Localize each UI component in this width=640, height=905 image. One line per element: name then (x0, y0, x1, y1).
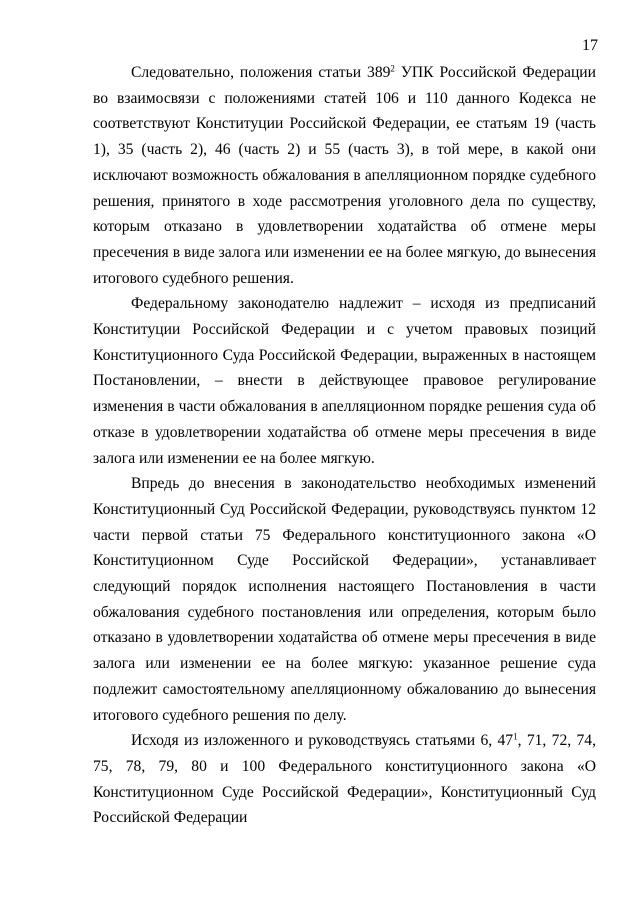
paragraph-text: УПК Российской Федерации во взаимосвязи с положениями статей 106 и 110 данного Кодекса не соответствуют Конституции Российской Федерации, ее статьям 19 (часть 1), 35 (часть 2), 46 (часть 2) и 55 (часть 3), в той мере, в какой они исключают возможность обжалования в апелляционном порядке судебного решения, принятого в ходе рассмотрения уголовного дела по существу, которым отказано в удовлетворении ходатайства об отмене меры пресечения в виде залога или изменении ее на более мягкую, до вынесения итогового судебного решения. (93, 64, 596, 287)
page-number: 17 (582, 37, 598, 54)
document-body (93, 60, 596, 831)
paragraph-text: Следовательно, положения статьи 389 (131, 64, 391, 81)
paragraph-legislator: Федеральному законодателю надлежит – исходя из предписаний Конституции Российской Федерации и с учетом правовых позиций Конституционного Суда Российской Федерации, выраженных в настоящем Постановлении, – внести в действующее правовое регулирование изменения в части обжалования в апелляционном порядке решения суда об отказе в удовлетворении ходатайства об отмене меры пресечения в виде залога или изменении ее на более мягкую. (93, 295, 596, 467)
paragraph-text: Исходя из изложенного и руководствуясь статьями 6, 47 (131, 732, 514, 750)
paragraph-grounds (93, 728, 596, 831)
superscript: 2 (390, 63, 395, 74)
paragraph-text: , 71, 72, 74, 75, 78, 79, 80 и 100 Федерального конституционного закона «О Конституционном Суде Российской Федерации», Конституционный Суд Российской Федерации (93, 732, 596, 827)
paragraph-procedure: Впредь до внесения в законодательство необходимых изменений Конституционный Суд Российской Федерации, руководствуясь пунктом 12 части первой статьи 75 Федерального конституционного закона «О Конституционном Суде Российской Федерации», устанавливает следующий порядок исполнения настоящего Постановления в части обжалования судебного постановления или определения, которым было отказано в удовлетворении ходатайства об отмене меры пресечения в виде залога или изменении ее на более мягкую: указанное решение суда подлежит самостоятельному апелляционному обжалованию до вынесения итогового судебного решения по делу. (93, 475, 596, 724)
superscript: 1 (513, 731, 518, 742)
paragraph-conclusion (93, 60, 596, 291)
